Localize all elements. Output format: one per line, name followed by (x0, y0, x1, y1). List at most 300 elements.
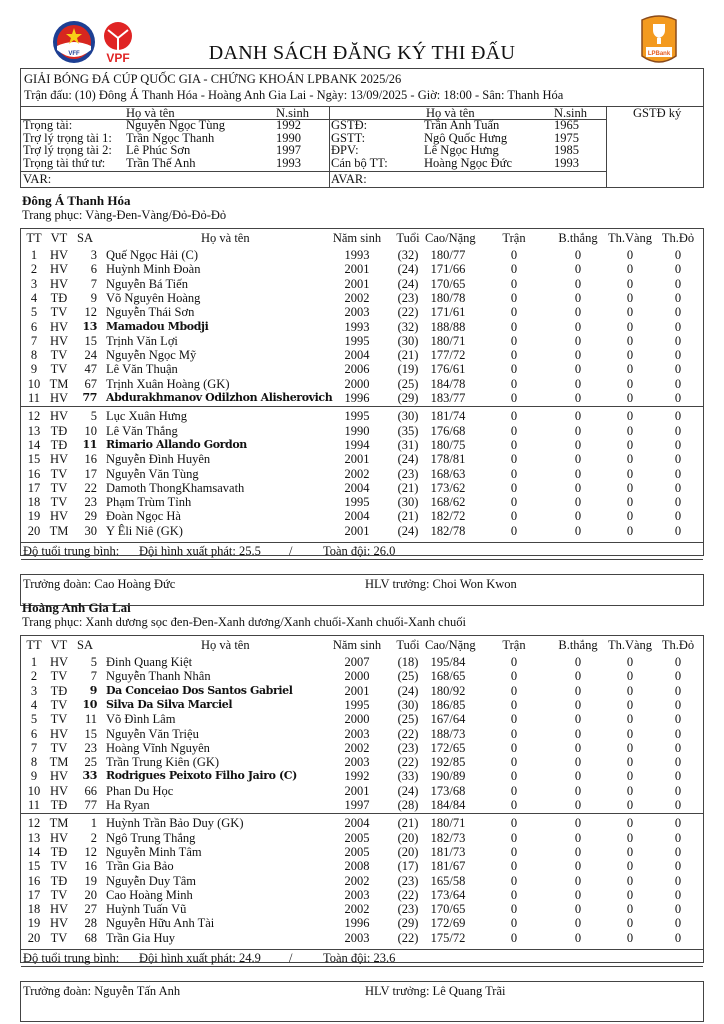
yellow-cards: 0 (626, 466, 634, 481)
height-weight: 173/64 (430, 887, 466, 902)
shirt-number: 15 (84, 726, 97, 741)
table-row (21, 391, 705, 405)
birth-year: 2004 (344, 509, 370, 524)
official-name: Trần Ngọc Thanh (126, 130, 215, 145)
shirt-number: 66 (84, 783, 97, 798)
table-row (21, 262, 705, 276)
height-weight: 182/73 (430, 830, 466, 845)
shirt-number: 27 (84, 902, 97, 917)
player-name: Ngô Trung Thắng (106, 830, 196, 845)
goals: 0 (574, 333, 582, 348)
height-weight: 181/73 (430, 844, 466, 859)
shirt-number: 19 (84, 873, 97, 888)
height-weight: 182/72 (430, 509, 466, 524)
table-row (21, 698, 705, 712)
table-row (21, 859, 705, 873)
red-cards: 0 (674, 726, 682, 741)
height-weight: 180/71 (430, 333, 466, 348)
tt: 17 (27, 480, 41, 495)
birth-year: 2005 (344, 844, 370, 859)
player-name: Nguyễn Văn Triệu (106, 726, 199, 741)
official-name: Nguyễn Ngọc Tùng (126, 118, 226, 132)
shirt-number: 2 (90, 830, 97, 845)
position: HV (49, 655, 69, 669)
table-row (21, 291, 705, 305)
goals: 0 (574, 930, 582, 945)
red-cards: 0 (674, 290, 682, 305)
shirt-number: 20 (84, 887, 97, 902)
age: (20) (397, 844, 419, 859)
shirt-number: 1 (90, 816, 97, 831)
player-name: Lục Xuân Hưng (106, 409, 188, 424)
column-header: VT (50, 231, 68, 245)
shirt-number: 47 (84, 362, 97, 377)
height-weight: 172/69 (430, 916, 466, 931)
goals: 0 (574, 712, 582, 727)
shirt-number: 29 (84, 509, 97, 524)
table-row (21, 452, 705, 466)
age: (31) (397, 437, 419, 452)
matches: 0 (510, 697, 518, 712)
table-row (21, 438, 705, 452)
table-row (21, 916, 705, 930)
player-name: Abdurakhmanov Odilzhon Alisherovich (106, 391, 333, 404)
birth-year: 1995 (344, 333, 370, 348)
table-row (21, 467, 705, 481)
official-name: Ngô Quốc Hưng (424, 130, 508, 145)
official-birth-year: 1990 (276, 130, 301, 145)
position: TV (50, 740, 68, 755)
goals: 0 (574, 248, 582, 262)
player-name: Y Êli Niê (GK) (106, 523, 183, 538)
table-row (21, 874, 705, 888)
player-name: Trần Gia Huy (106, 930, 175, 945)
player-name: Trần Trung Kiên (GK) (106, 755, 220, 770)
shirt-number: 33 (82, 769, 97, 783)
player-name: Huỳnh Tuấn Vũ (106, 902, 187, 917)
age: (28) (397, 798, 419, 812)
table-row (21, 669, 705, 683)
red-cards: 0 (674, 523, 682, 538)
table-row (21, 845, 705, 859)
shirt-number: 5 (90, 409, 97, 424)
position: HV (49, 830, 69, 845)
player-name: Mamadou Mbodji (106, 319, 209, 333)
officials-table (20, 106, 704, 188)
player-name: Nguyễn Văn Tùng (106, 466, 199, 481)
yellow-cards: 0 (626, 755, 634, 770)
age: (22) (397, 930, 419, 945)
birth-year: 2004 (344, 348, 370, 363)
avg-age-team: Toàn đội: 26.0 (323, 544, 396, 558)
age: (21) (397, 480, 419, 495)
avar-label: AVAR: (331, 172, 367, 186)
age: (23) (397, 873, 419, 888)
player-name: Nguyễn Bá Tiến (106, 276, 188, 291)
age: (22) (397, 887, 419, 902)
position: TM (49, 523, 69, 538)
shirt-number: 11 (84, 712, 97, 727)
player-name: Phan Du Học (106, 783, 174, 798)
height-weight: 170/65 (430, 276, 466, 291)
height-weight: 168/65 (430, 669, 466, 684)
player-name: Damoth ThongKhamsavath (106, 480, 245, 495)
height-weight: 181/74 (430, 409, 466, 424)
tt: 9 (30, 769, 38, 784)
red-cards: 0 (674, 769, 682, 784)
tt: 5 (30, 305, 38, 320)
shirt-number: 17 (84, 466, 97, 481)
goals: 0 (574, 755, 582, 770)
position: TV (50, 712, 68, 727)
yellow-cards: 0 (626, 305, 634, 320)
column-header: Th.Vàng (607, 231, 653, 245)
height-weight: 192/85 (430, 755, 466, 770)
position: TV (50, 480, 68, 495)
official-name: Hoàng Ngọc Đức (424, 155, 513, 170)
height-weight: 171/66 (430, 262, 466, 277)
official-birth-year: 1965 (554, 118, 579, 132)
position: HV (49, 902, 69, 917)
shirt-number: 30 (84, 523, 97, 538)
matches: 0 (510, 887, 518, 902)
yellow-cards: 0 (626, 830, 634, 845)
official-name: Lê Phúc Sơn (126, 143, 191, 157)
tournament-name: GIẢI BÓNG ĐÁ CÚP QUỐC GIA - CHỨNG KHOÁN LPBANK 2025/26 (24, 72, 402, 86)
height-weight: 182/78 (430, 523, 466, 538)
tt: 7 (30, 740, 38, 755)
tt: 2 (30, 669, 38, 684)
position: HV (49, 509, 69, 524)
birth-year: 2001 (344, 783, 370, 798)
matches: 0 (510, 480, 518, 495)
height-weight: 176/61 (430, 362, 466, 377)
position: TV (50, 697, 68, 712)
matches: 0 (510, 816, 518, 831)
position: TĐ (50, 873, 68, 888)
height-weight: 177/72 (430, 348, 466, 363)
column-header: Th.Đỏ (661, 231, 695, 245)
shirt-number: 22 (84, 480, 97, 495)
yellow-cards: 0 (626, 844, 634, 859)
shirt-number: 9 (90, 290, 97, 305)
tt: 1 (30, 248, 38, 262)
height-weight: 170/65 (430, 902, 466, 917)
var-label: VAR: (23, 172, 52, 186)
yellow-cards: 0 (626, 248, 634, 262)
red-cards: 0 (674, 348, 682, 363)
age: (33) (397, 769, 419, 784)
yellow-cards: 0 (626, 362, 634, 377)
table-row (21, 931, 705, 945)
goals: 0 (574, 290, 582, 305)
player-name: Nguyễn Minh Tâm (106, 844, 202, 859)
tt: 14 (27, 844, 41, 859)
goals: 0 (574, 916, 582, 931)
goals: 0 (574, 509, 582, 524)
matches: 0 (510, 830, 518, 845)
officials-header-sign: GSTĐ ký (633, 106, 682, 120)
player-name: Trịnh Xuân Hoàng (GK) (106, 376, 230, 391)
column-header: Năm sinh (332, 231, 382, 245)
red-cards: 0 (674, 319, 682, 334)
position: HV (49, 409, 69, 424)
position: TĐ (50, 798, 68, 812)
birth-year: 1997 (344, 798, 370, 812)
shirt-number: 68 (84, 930, 97, 945)
goals: 0 (574, 423, 582, 438)
goals: 0 (574, 319, 582, 334)
team-manager: Trưởng đoàn: Cao Hoàng Đức (23, 577, 176, 591)
yellow-cards: 0 (626, 495, 634, 510)
official-role: Cán bộ TT: (331, 155, 388, 170)
height-weight: 168/63 (430, 466, 466, 481)
table-row (21, 409, 705, 423)
birth-year: 2002 (344, 466, 370, 481)
red-cards: 0 (674, 755, 682, 770)
column-header: Cao/Nặng (425, 638, 476, 652)
goals: 0 (574, 873, 582, 888)
official-birth-year: 1993 (276, 155, 301, 170)
position: HV (49, 452, 69, 467)
tt: 6 (30, 319, 38, 334)
tt: 10 (27, 376, 41, 391)
yellow-cards: 0 (626, 333, 634, 348)
column-header: Cao/Nặng (425, 231, 476, 245)
red-cards: 0 (674, 262, 682, 277)
red-cards: 0 (674, 816, 682, 831)
matches: 0 (510, 290, 518, 305)
goals: 0 (574, 305, 582, 320)
matches: 0 (510, 248, 518, 262)
table-row (21, 831, 705, 845)
height-weight: 180/71 (430, 816, 466, 831)
yellow-cards: 0 (626, 262, 634, 277)
official-birth-year: 1993 (554, 155, 579, 170)
position: TV (50, 495, 68, 510)
age: (17) (397, 859, 419, 874)
age: (30) (397, 409, 419, 424)
matches: 0 (510, 740, 518, 755)
official-name: Trần Anh Tuấn (424, 118, 500, 132)
matches: 0 (510, 452, 518, 467)
goals: 0 (574, 816, 582, 831)
position: TM (49, 376, 69, 391)
goals: 0 (574, 495, 582, 510)
column-header: B.thắng (558, 231, 598, 245)
red-cards: 0 (674, 669, 682, 684)
goals: 0 (574, 769, 582, 784)
age: (29) (397, 916, 419, 931)
player-name: Rodrigues Peixoto Filho Jairo (C) (106, 769, 297, 783)
birth-year: 1993 (344, 248, 370, 262)
age: (32) (397, 319, 419, 334)
height-weight: 195/84 (430, 655, 466, 669)
birth-year: 1995 (344, 409, 370, 424)
birth-year: 2002 (344, 290, 370, 305)
position: HV (49, 262, 69, 277)
position: HV (49, 391, 69, 405)
matches: 0 (510, 669, 518, 684)
red-cards: 0 (674, 798, 682, 812)
matches: 0 (510, 333, 518, 348)
table-row (21, 524, 705, 538)
table-header (21, 231, 705, 245)
position: TĐ (50, 423, 68, 438)
player-name: Hoàng Vĩnh Nguyên (106, 740, 210, 755)
officials-header-name: Họ và tên (126, 106, 175, 120)
height-weight: 172/65 (430, 740, 466, 755)
goals: 0 (574, 859, 582, 874)
position: TĐ (50, 437, 68, 452)
red-cards: 0 (674, 930, 682, 945)
shirt-number: 12 (84, 305, 97, 320)
tt: 4 (30, 697, 38, 712)
table-row (21, 902, 705, 916)
page-title: DANH SÁCH ĐĂNG KÝ THI ĐẤU (208, 42, 516, 64)
position: TV (50, 930, 68, 945)
column-header: Th.Vàng (607, 638, 653, 652)
age: (24) (397, 783, 419, 798)
yellow-cards: 0 (626, 290, 634, 305)
height-weight: 176/68 (430, 423, 466, 438)
officials-header-name: Họ và tên (426, 106, 475, 120)
age: (21) (397, 348, 419, 363)
official-birth-year: 1975 (554, 130, 579, 145)
position: HV (49, 916, 69, 931)
tt: 14 (27, 437, 41, 452)
red-cards: 0 (674, 712, 682, 727)
goals: 0 (574, 830, 582, 845)
tt: 8 (30, 348, 38, 363)
goals: 0 (574, 480, 582, 495)
yellow-cards: 0 (626, 423, 634, 438)
tt: 15 (27, 452, 41, 467)
tt: 2 (30, 262, 38, 277)
position: HV (49, 333, 69, 348)
red-cards: 0 (674, 495, 682, 510)
yellow-cards: 0 (626, 887, 634, 902)
avg-age-starting: Đội hình xuất phát: 24.9 (139, 951, 261, 965)
matches: 0 (510, 362, 518, 377)
goals: 0 (574, 697, 582, 712)
height-weight: 175/72 (430, 930, 466, 945)
player-table (20, 228, 704, 556)
tt: 12 (27, 816, 41, 831)
goals: 0 (574, 391, 582, 405)
tt: 18 (27, 495, 41, 510)
birth-year: 2008 (344, 859, 370, 874)
table-row (21, 334, 705, 348)
column-header: SA (77, 231, 93, 245)
tt: 16 (27, 873, 41, 888)
height-weight: 184/78 (430, 376, 466, 391)
red-cards: 0 (674, 655, 682, 669)
goals: 0 (574, 669, 582, 684)
goals: 0 (574, 844, 582, 859)
goals: 0 (574, 726, 582, 741)
average-age-bar (21, 542, 703, 560)
table-row (21, 712, 705, 726)
shirt-number: 9 (89, 683, 97, 697)
red-cards: 0 (674, 333, 682, 348)
tt: 19 (27, 509, 41, 524)
yellow-cards: 0 (626, 276, 634, 291)
position: HV (49, 276, 69, 291)
player-table (20, 635, 704, 963)
goals: 0 (574, 376, 582, 391)
average-age-bar (21, 949, 703, 967)
table-row (21, 481, 705, 495)
goals: 0 (574, 466, 582, 481)
svg-text:VFF: VFF (68, 51, 80, 57)
yellow-cards: 0 (626, 873, 634, 888)
matches: 0 (510, 376, 518, 391)
height-weight: 183/77 (430, 391, 466, 405)
position: HV (49, 726, 69, 741)
shirt-number: 7 (90, 276, 97, 291)
birth-year: 1996 (344, 391, 370, 405)
table-row (21, 320, 705, 334)
avg-age-team: Toàn đội: 23.6 (323, 951, 396, 965)
player-name: Ha Ryan (106, 798, 150, 812)
tt: 1 (30, 655, 38, 669)
red-cards: 0 (674, 830, 682, 845)
goals: 0 (574, 437, 582, 452)
yellow-cards: 0 (626, 523, 634, 538)
table-row (21, 509, 705, 523)
table-row (21, 798, 705, 812)
position: TV (50, 362, 68, 377)
officials-header-birth: N.sinh (554, 106, 587, 120)
position: HV (49, 769, 69, 784)
red-cards: 0 (674, 873, 682, 888)
matches: 0 (510, 409, 518, 424)
height-weight: 188/88 (430, 319, 466, 334)
avg-age-starting: Đội hình xuất phát: 25.5 (139, 544, 261, 558)
position: TV (50, 466, 68, 481)
birth-year: 2004 (344, 480, 370, 495)
birth-year: 1995 (344, 495, 370, 510)
goals: 0 (574, 348, 582, 363)
shirt-number: 67 (84, 376, 97, 391)
yellow-cards: 0 (626, 348, 634, 363)
age: (18) (397, 655, 419, 669)
matches: 0 (510, 319, 518, 334)
column-header: Trận (502, 638, 526, 652)
matches: 0 (510, 798, 518, 812)
table-row (21, 305, 705, 319)
matches: 0 (510, 769, 518, 784)
shirt-number: 12 (84, 844, 97, 859)
age: (23) (397, 466, 419, 481)
match-info-box (20, 68, 704, 107)
position: TV (50, 887, 68, 902)
matches: 0 (510, 683, 518, 698)
column-header: TT (26, 638, 42, 652)
player-name: Đoàn Ngọc Hà (106, 509, 181, 524)
height-weight: 188/73 (430, 726, 466, 741)
yellow-cards: 0 (626, 916, 634, 931)
yellow-cards: 0 (626, 669, 634, 684)
position: TM (49, 816, 69, 831)
player-name: Huỳnh Trần Bảo Duy (GK) (106, 816, 244, 831)
goals: 0 (574, 409, 582, 424)
age: (22) (397, 755, 419, 770)
tt: 7 (30, 333, 38, 348)
birth-year: 2003 (344, 305, 370, 320)
height-weight: 186/85 (430, 697, 466, 712)
